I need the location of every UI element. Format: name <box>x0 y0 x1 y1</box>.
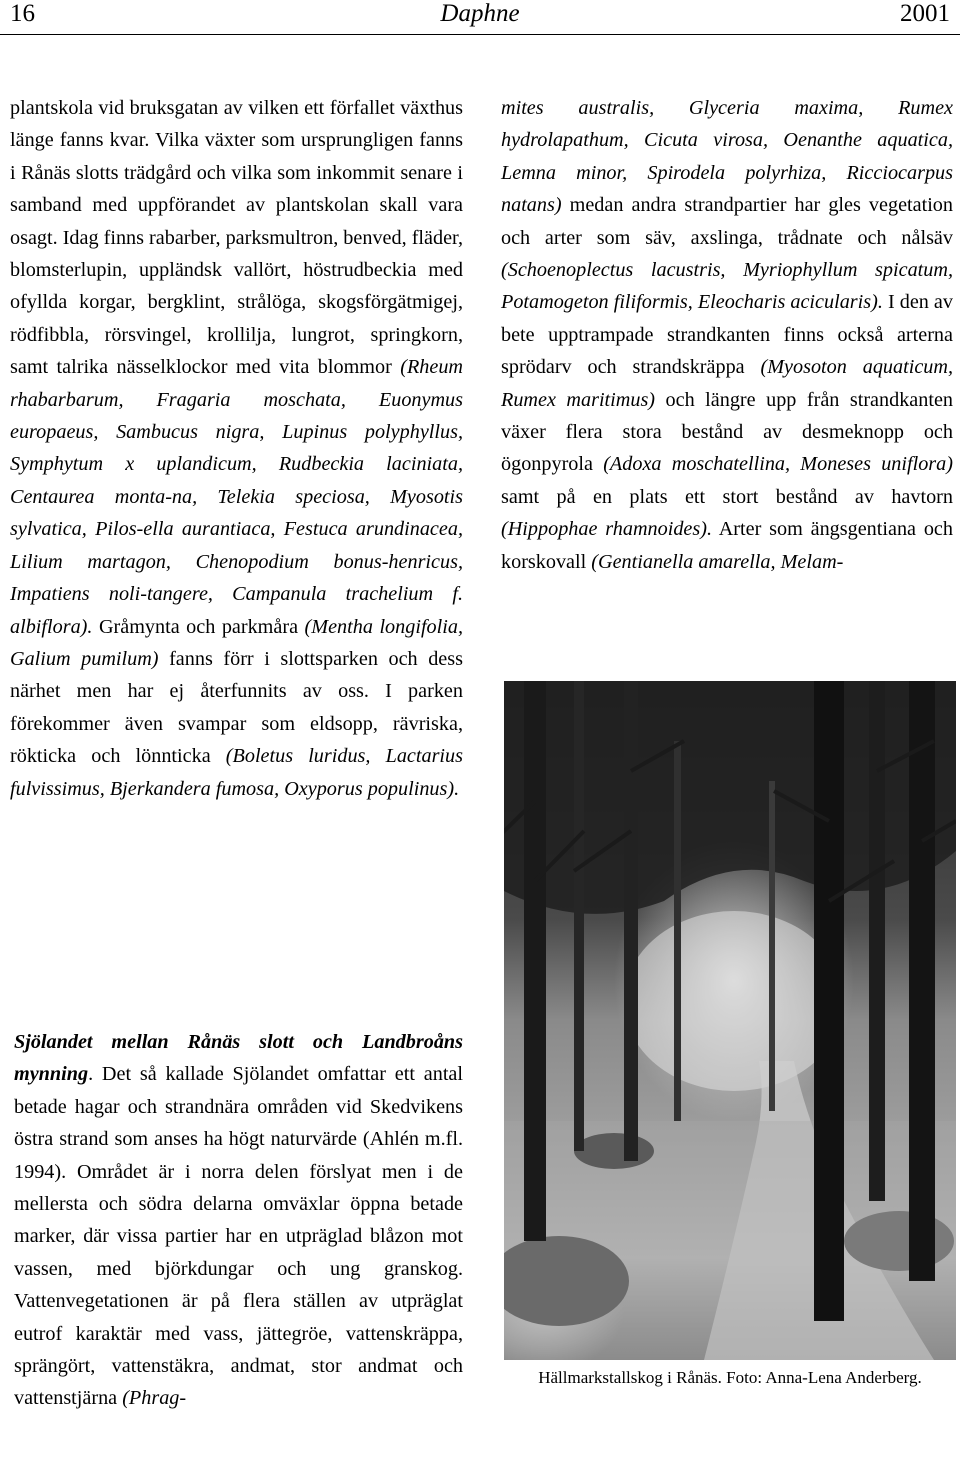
left-paragraph-2: Sjölandet mellan Rånäs slott och Landbroåns mynning. Det så kallade Sjölandet omfattar ett antal betade hagar och strandnära områden vid Skedvikens östra strand som anses ha högt naturvärde (Ahlén m.fl. 1994). Området är i norra delen förslyat men i de mellersta och södra delarna omväxlar öppna betade marker, där vissa partier har en utpräglad blåzon mot vassen, med björkdungar och ung granskog. Vattenvegetationen är på flera ställen av utpräglat eutrof karaktär med vass, jättegröe, vattenskräppa, sprängört, vattenstäkra, andmat, stor andmat och vattenstjärna (Phrag- <box>14 1031 463 1410</box>
right-paragraph: mites australis, Glyceria maxima, Rumex hydrolapathum, Cicuta virosa, Oenanthe aquatica, Lemna minor, Spirodela polyrhiza, Ricciocarpus natans) medan andra strandpartier har gles vegetation och arter som säv, axslinga, trådnate och nålsäv (Schoenoplectus lacustris, Myriophyllum spicatum, Potamogeton filiformis, Eleocharis acicularis). I den av bete upptrampade strandkanten finns också arterna sprödarv och strandskräppa (Myosoton aquaticum, Rumex maritimus) och längre upp från strandkanten växer flera stora bestånd av desmeknopp och ögonpyrola (Adoxa moschatellina, Moneses uniflora) samt på en plats ett stort bestånd av havtorn (Hippophae rhamnoides). Arter som ängsgentiana och korskovall (Gentianella amarella, Melam- <box>501 97 954 573</box>
right-column-text <box>501 92 953 578</box>
journal-title: Daphne <box>440 0 520 27</box>
left-column-top-text <box>10 92 463 805</box>
left-paragraph-1: plantskola vid bruksgatan av vilken ett förfallet växthus länge fanns kvar. Vilka växter som ursprungligen fanns i Rånäs slotts trädgård och vilka som inkommit senare i samband med uppförandet av plantskolan skall vara osagt. Idag finns rabarber, parksmultron, benved, fläder, blomsterlupin, uppländsk vallört, höstrudbeckia med ofyllda korgar, bergklint, strålöga, skogsförgätmigej, rödfibbla, rörsvingel, krollilja, lungrot, springkorn, samt talrika nässelklockor med vita blommor (Rheum rhabarbarum, Fragaria moschata, Euonymus europaeus, Sambucus nigra, Lupinus polyphyllus, Symphytum x uplandicum, Rudbeckia laciniata, Centaurea monta-na, Telekia speciosa, Myosotis sylvatica, Pilos-ella aurantiaca, Festuca arundinacea, Lilium martagon, Chenopodium bonus-henricus, Impatiens noli-tangere, Campanula trachelium f. albiflora). Gråmynta och parkmåra (Mentha longifolia, Galium pumilum) fanns förr i slottsparken och dess närhet men har ej återfunnits av oss. I parken förekommer även svampar som eldsopp, rävriska, rökticka och lönnticka (Boletus luridus, Lactarius fulvissimus, Bjerkandera fumosa, Oxyporus populinus). <box>10 97 464 800</box>
forest-illustration <box>504 681 956 1360</box>
photo-caption: Hällmarkstallskog i Rånäs. Foto: Anna-Lena Anderberg. <box>538 1368 922 1387</box>
publication-year: 2001 <box>900 0 950 27</box>
forest-photo <box>504 681 956 1360</box>
page-number: 16 <box>10 0 35 27</box>
left-column-bottom-text <box>14 1026 463 1415</box>
page-header <box>0 0 960 35</box>
section-heading: Sjölandet mellan Rånäs slott och Landbroåns mynning <box>14 1031 463 1086</box>
